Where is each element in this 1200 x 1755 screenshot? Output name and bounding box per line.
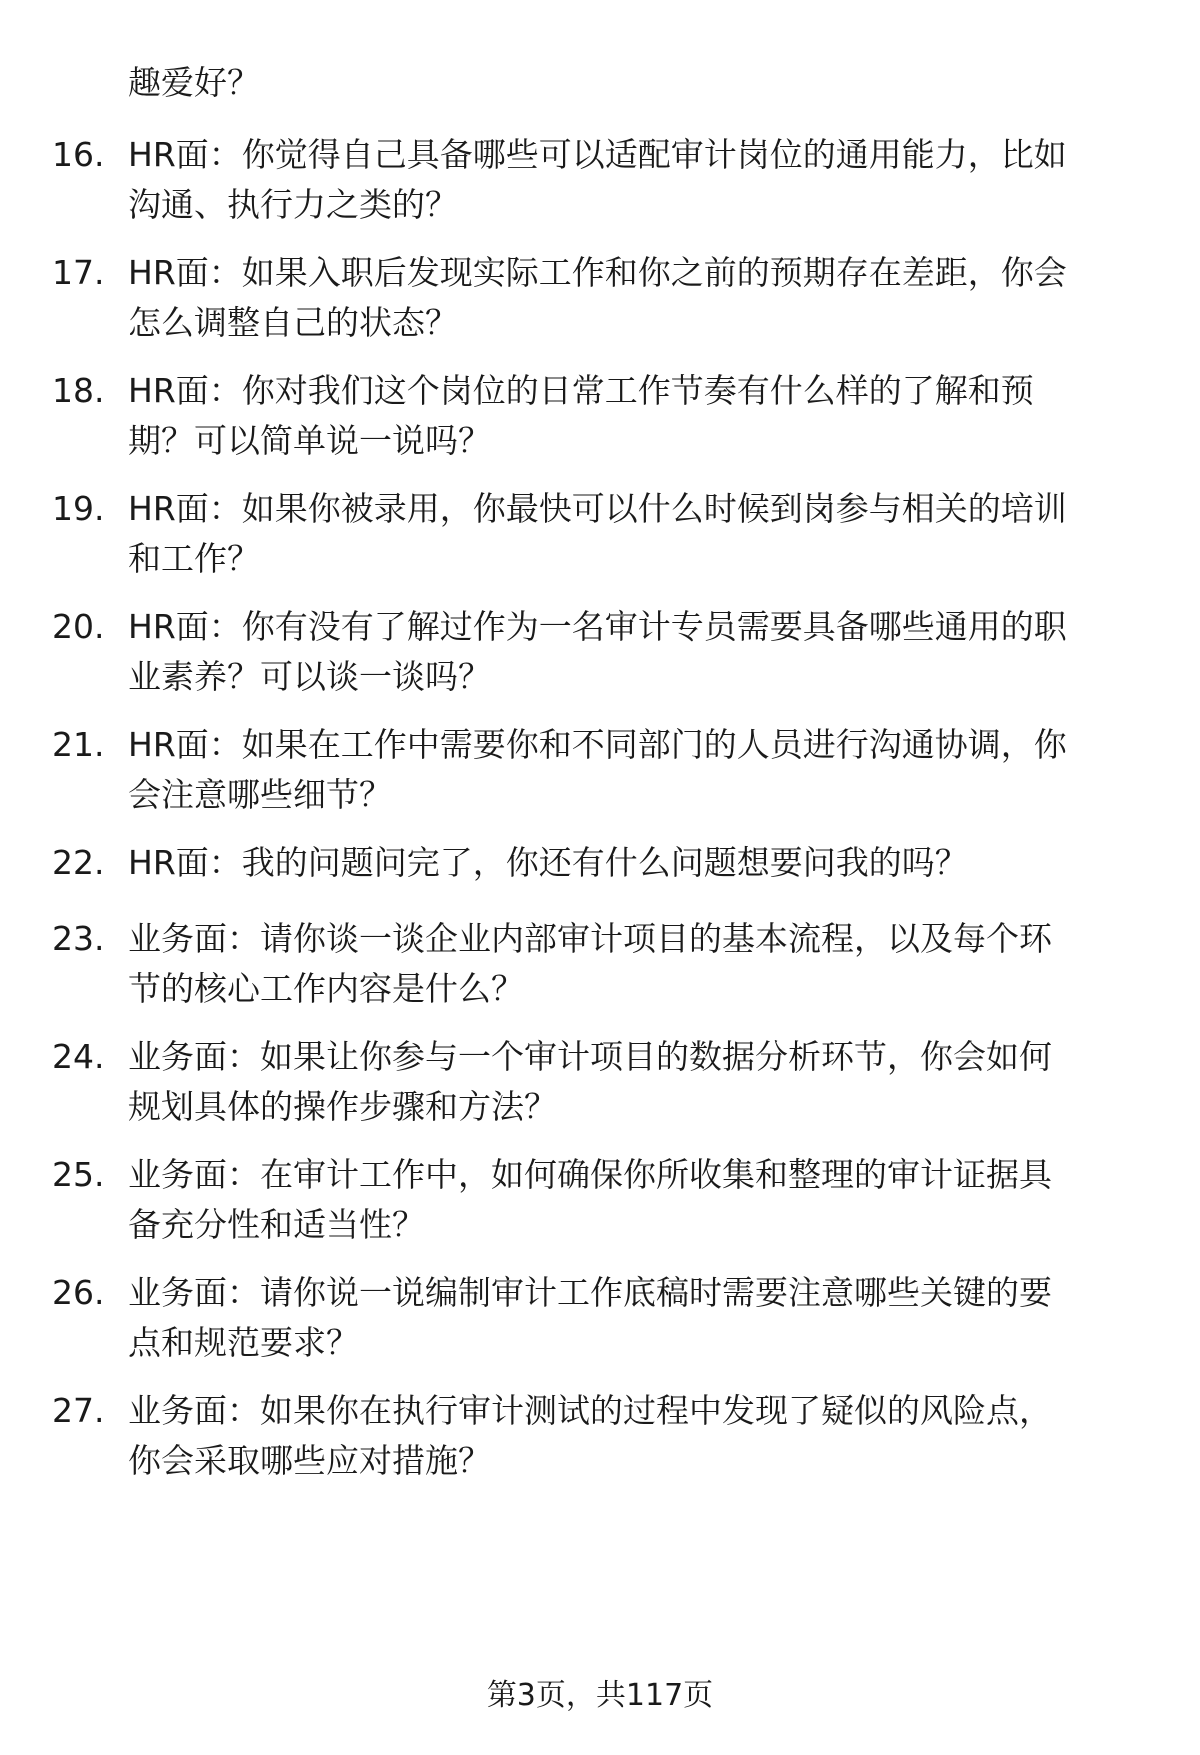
question-number: 27.: [52, 1391, 105, 1430]
previous-question-continuation: 趣爱好？: [128, 63, 260, 102]
question-text: HR面：你觉得自己具备哪些可以适配审计岗位的通用能力，比如 沟通、执行力之类的？: [128, 135, 1067, 224]
page-number-footer: 第3页，共117页: [486, 1678, 714, 1713]
question-text: HR面：如果你被录用，你最快可以什么时候到岗参与相关的培训 和工作？: [128, 489, 1067, 578]
question-text: 业务面：请你谈一谈企业内部审计项目的基本流程，以及每个环 节的核心工作内容是什么？: [128, 919, 1052, 1008]
question-number: 22.: [52, 843, 105, 882]
question-text: HR面：我的问题问完了，你还有什么问题想要问我的吗？: [128, 843, 968, 882]
question-text: HR面：你有没有了解过作为一名审计专员需要具备哪些通用的职 业素养？可以谈一谈吗？: [128, 607, 1067, 696]
question-number: 16.: [52, 135, 105, 174]
question-number: 24.: [52, 1037, 105, 1076]
question-number: 23.: [52, 919, 105, 958]
question-number: 17.: [52, 253, 105, 292]
question-text: HR面：你对我们这个岗位的日常工作节奏有什么样的了解和预 期？可以简单说一说吗？: [128, 371, 1034, 460]
question-text: 业务面：如果你在执行审计测试的过程中发现了疑似的风险点， 你会采取哪些应对措施？: [128, 1391, 1052, 1480]
question-number: 20.: [52, 607, 105, 646]
question-text: HR面：如果入职后发现实际工作和你之前的预期存在差距，你会 怎么调整自己的状态？: [128, 253, 1067, 342]
question-text: 业务面：请你说一说编制审计工作底稿时需要注意哪些关键的要 点和规范要求？: [128, 1273, 1052, 1362]
question-number: 19.: [52, 489, 105, 528]
question-text: 业务面：在审计工作中，如何确保你所收集和整理的审计证据具 备充分性和适当性？: [128, 1155, 1052, 1244]
question-number: 26.: [52, 1273, 105, 1312]
question-text: HR面：如果在工作中需要你和不同部门的人员进行沟通协调，你 会注意哪些细节？: [128, 725, 1067, 814]
question-text: 业务面：如果让你参与一个审计项目的数据分析环节，你会如何 规划具体的操作步骤和方法？: [128, 1037, 1052, 1126]
question-number: 21.: [52, 725, 105, 764]
question-number: 18.: [52, 371, 105, 410]
question-number: 25.: [52, 1155, 105, 1194]
